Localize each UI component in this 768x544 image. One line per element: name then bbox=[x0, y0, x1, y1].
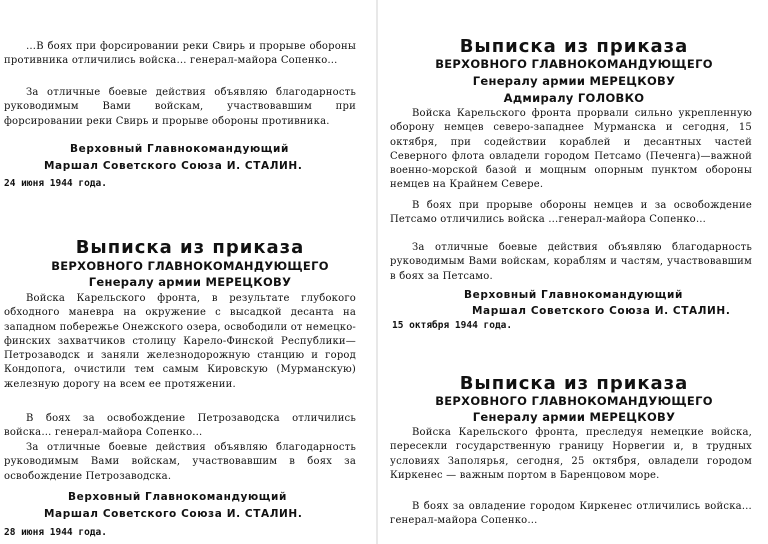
order-1-paragraph-2: В боях при прорыве обороны немцев и за освобождение Петсамо отличились войска …генерал-майора Сопенко… bbox=[390, 200, 752, 226]
order-2-title: Выписка из приказа bbox=[75, 237, 305, 258]
order-1-signature-title: Верховный Главнокомандующий bbox=[464, 289, 683, 301]
order-2-subtitle: ВЕРХОВНОГО ГЛАВНОКОМАНДУЮЩЕГО bbox=[51, 259, 329, 273]
left-top-paragraph-1: …В боях при форсировании реки Свирь и прорыве обороны противника отличились войска… генерал-майора Сопенко… bbox=[4, 41, 356, 67]
order-1-date: 15 октября 1944 года. bbox=[392, 320, 513, 331]
order-1-addressee-2: Адмиралу ГОЛОВКО bbox=[503, 91, 645, 105]
order-3-paragraph-2: В боях за овладение городом Киркенес отличились войска… генерал-майора Сопенко… bbox=[390, 501, 752, 527]
left-top-paragraph-2: За отличные боевые действия объявляю благодарность руководимым Вами войскам, участвовавшим при форсировании реки Свирь и прорыве обороны противника. bbox=[4, 87, 356, 127]
order-2-addressee: Генералу армии МЕРЕЦКОВУ bbox=[88, 275, 292, 289]
right-column bbox=[384, 0, 768, 544]
order-1-paragraph-1: Войска Карельского фронта прорвали сильно укрепленную оборону немцев северо-западнее Мурманска и сегодня, 15 октября, при содействии кораблей и десантных частей Северного флота овладели городом Петсамо (Печенга)—важной военно-морской базой и мощным опорным пунктом обороны немцев на Крайнем Севере. bbox=[390, 108, 752, 191]
order-3-title: Выписка из приказа bbox=[459, 373, 689, 394]
order-1-signature-name: Маршал Советского Союза И. СТАЛИН. bbox=[472, 305, 731, 317]
order-1-subtitle: ВЕРХОВНОГО ГЛАВНОКОМАНДУЮЩЕГО bbox=[435, 57, 713, 71]
order-1-title: Выписка из приказа bbox=[459, 36, 689, 57]
order-2-signature-title: Верховный Главнокомандующий bbox=[68, 491, 287, 503]
order-3-subtitle: ВЕРХОВНОГО ГЛАВНОКОМАНДУЮЩЕГО bbox=[435, 394, 713, 408]
order-2-paragraph-3: За отличные боевые действия объявляю благодарность руководимым Вами войскам, участвовавшим в боях за освобождение Петрозаводска. bbox=[4, 442, 356, 482]
order-1-paragraph-3: За отличные боевые действия объявляю благодарность руководимым Вами войскам, кораблям и частям, участвовавшим в боях за Петсамо. bbox=[390, 242, 752, 282]
order-2-paragraph-1: Войска Карельского фронта, в результате глубокого обходного маневра на окружение с высадкой десанта на западном побережье Онежского озера, освободили от немецко-финских захватчиков столицу Карело-Финской Республики—Петрозаводск и заняли железнодорожную станцию и город Кондопога, очистили тем самым Кировскую (Мурманскую) железную дорогу на всем ее протяжении. bbox=[4, 293, 356, 390]
left-top-signature-title: Верховный Главнокомандующий bbox=[70, 143, 289, 155]
order-1-addressee-1: Генералу армии МЕРЕЦКОВУ bbox=[472, 74, 676, 88]
left-top-signature-name: Маршал Советского Союза И. СТАЛИН. bbox=[44, 160, 303, 172]
left-column bbox=[0, 0, 370, 544]
page-fold-divider bbox=[376, 0, 378, 544]
order-2-signature-name: Маршал Советского Союза И. СТАЛИН. bbox=[44, 508, 303, 520]
order-3-addressee: Генералу армии МЕРЕЦКОВУ bbox=[472, 410, 676, 424]
order-3-paragraph-1: Войска Карельского фронта, преследуя немецкие войска, пересекли государственную границу Норвегии и, в трудных условиях Заполярья, сегодня, 25 октября, овладели городом Киркенес — важным портом в Баренцовом море. bbox=[390, 427, 752, 481]
order-2-paragraph-2: В боях за освобождение Петрозаводска отличились войска… генерал-майора Сопенко… bbox=[4, 413, 356, 439]
left-top-date: 24 июня 1944 года. bbox=[4, 178, 107, 189]
order-2-date: 28 июня 1944 года. bbox=[4, 527, 107, 538]
